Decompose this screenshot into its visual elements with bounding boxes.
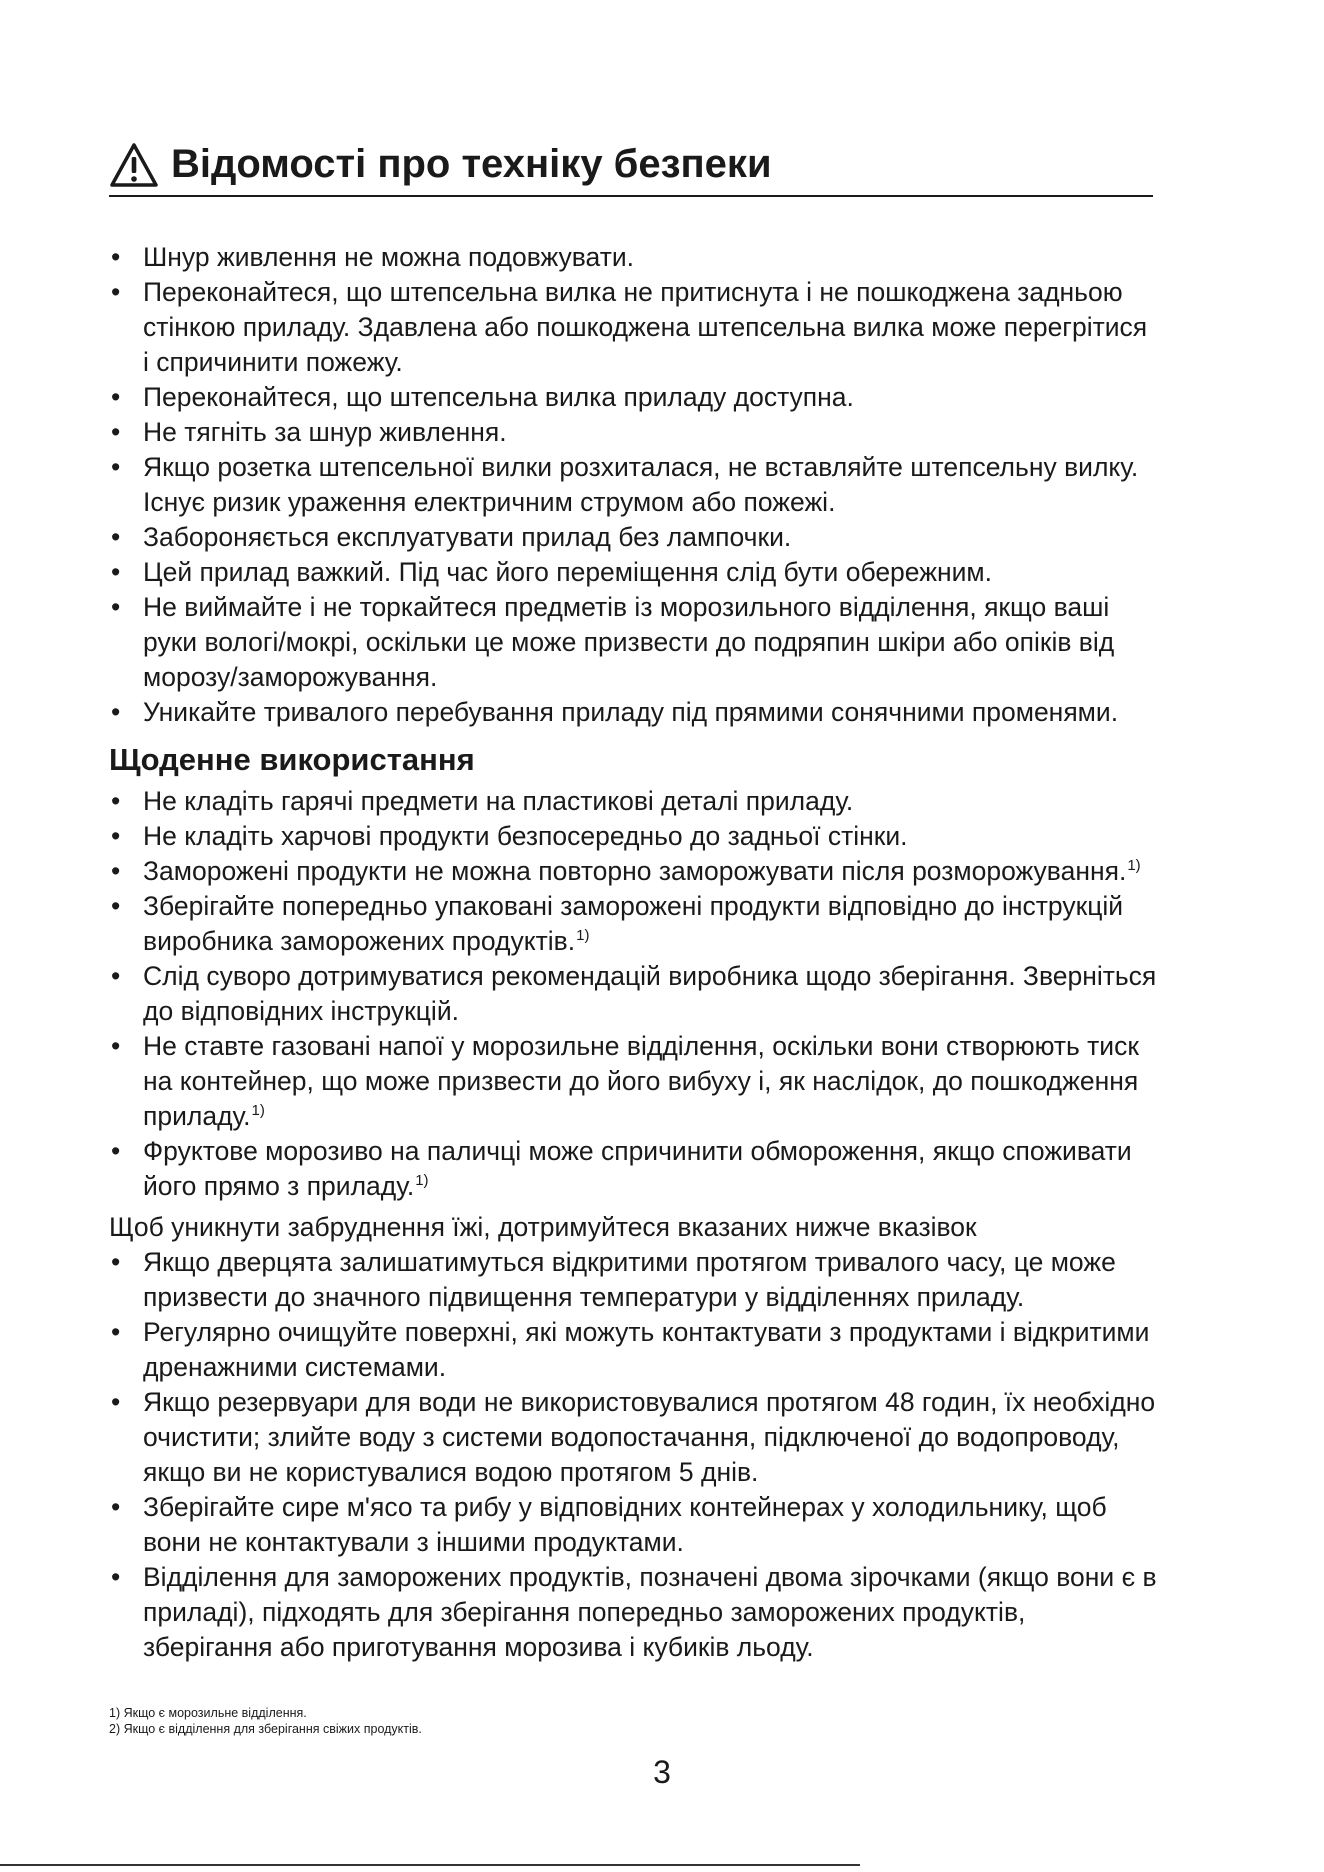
footnotes [109,1705,422,1737]
safety-list [109,240,1159,730]
list-item-text: Зберігайте сире м'ясо та рибу у відповідних контейнерах у холодильнику, щоб вони не контактували з іншими продуктами. [143,1492,1107,1557]
daily-use-heading: Щоденне використання [109,742,475,777]
list-item [109,380,1159,415]
page-title: Відомості про техніку безпеки [171,142,772,186]
contamination-intro: Щоб уникнути забруднення їжі, дотримуйтеся вказаних нижче вказівок [109,1212,977,1242]
footnote-ref: 1) [576,926,590,944]
list-item-text: Уникайте тривалого перебування приладу під прямими сонячними променями. [143,697,1119,727]
list-item-text: Заморожені продукти не можна повторно заморожувати після розморожування. [143,856,1127,886]
content [109,240,1159,1665]
list-item [109,1029,1159,1134]
list-item [109,240,1159,275]
list-item-text: Не ставте газовані напої у морозильне відділення, оскільки вони створюють тиск на контейнер, що може призвести до його вибуху і, як наслідок, до пошкодження приладу. [143,1031,1139,1131]
list-item-text: Слід суворо дотримуватися рекомендацій виробника щодо зберігання. Зверніться до відповідних інструкцій. [143,961,1157,1026]
list-item [109,450,1159,520]
list-item [109,520,1159,555]
list-item [109,590,1159,695]
list-item [109,959,1159,1029]
list-item [109,889,1159,959]
list-item-text: Цей прилад важкий. Під час його переміщення слід бути обережним. [143,557,992,587]
bottom-divider [0,1864,860,1866]
list-item [109,1245,1159,1315]
list-item [109,275,1159,380]
list-item [109,555,1159,590]
list-item [109,854,1159,889]
contamination-list [109,1245,1159,1665]
list-item-text: Забороняється експлуатувати прилад без лампочки. [143,522,792,552]
list-item [109,1385,1159,1490]
list-item-text: Регулярно очищуйте поверхні, які можуть контактувати з продуктами і відкритими дренажними системами. [143,1317,1150,1382]
list-item [109,415,1159,450]
list-item [109,1134,1159,1204]
list-item-text: Якщо розетка штепсельної вилки розхиталася, не вставляйте штепсельну вилку. Існує ризик ураження електричним струмом або пожежі. [143,452,1139,517]
daily-use-list [109,784,1159,1204]
list-item [109,784,1159,819]
page-header [109,136,1153,196]
title-divider [109,195,1153,197]
list-item-text: Переконайтеся, що штепсельна вилка не притиснута і не пошкоджена задньою стінкою приладу. Здавлена або пошкоджена штепсельна вилка може перегрітися і спричинити пожежу. [143,277,1148,377]
list-item-text: Якщо дверцята залишатимуться відкритими протягом тривалого часу, це може призвести до значного підвищення температури у відділеннях приладу. [143,1247,1116,1312]
list-item-text: Фруктове морозиво на паличці може спричинити обмороження, якщо споживати його прямо з приладу. [143,1136,1132,1201]
list-item-text: Не кладіть харчові продукти безпосередньо до задньої стінки. [143,821,908,851]
list-item-text: Зберігайте попередньо упаковані заморожені продукти відповідно до інструкцій виробника заморожених продуктів. [143,891,1124,956]
list-item [109,1560,1159,1665]
list-item-text: Не тягніть за шнур живлення. [143,417,507,447]
list-item [109,819,1159,854]
list-item-text: Шнур живлення не можна подовжувати. [143,242,635,272]
list-item-text: Переконайтеся, що штепсельна вилка приладу доступна. [143,382,854,412]
footnote: 1) Якщо є морозильне відділення. [109,1706,307,1720]
list-item [109,1490,1159,1560]
footnote-ref: 1) [1127,856,1141,874]
page-number: 3 [653,1754,671,1790]
footnote: 2) Якщо є відділення для зберігання свіжих продуктів. [109,1722,422,1736]
footnote-ref: 1) [251,1101,265,1119]
list-item [109,695,1159,730]
list-item-text: Відділення для заморожених продуктів, позначені двома зірочками (якщо вони є в приладі), підходять для зберігання попередньо заморожених продуктів, зберігання або приготування морозива і кубиків льоду. [143,1562,1157,1662]
list-item-text: Не виймайте і не торкайтеся предметів із морозильного відділення, якщо ваші руки вологі/мокрі, оскільки це може призвести до подряпин шкіри або опіків від морозу/заморожування. [143,592,1115,692]
list-item-text: Якщо резервуари для води не використовувалися протягом 48 годин, їх необхідно очистити; злийте воду з системи водопостачання, підключеної до водопроводу, якщо ви не користувалися водою протягом 5 днів. [143,1387,1156,1487]
warning-triangle-icon [109,142,159,188]
list-item-text: Не кладіть гарячі предмети на пластикові деталі приладу. [143,786,854,816]
list-item [109,1315,1159,1385]
footnote-ref: 1) [415,1171,429,1189]
